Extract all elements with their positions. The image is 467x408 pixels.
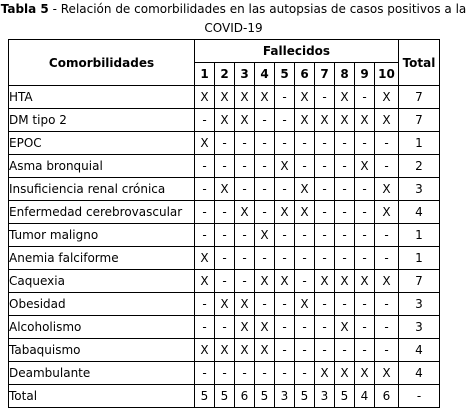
- header-number: 2: [215, 63, 235, 86]
- row-label: EPOC: [9, 132, 195, 155]
- table-cell: 5: [295, 385, 315, 408]
- comorbidities-table: [8, 39, 440, 408]
- table-cell: X: [255, 339, 275, 362]
- table-row: [9, 224, 440, 247]
- table-cell: -: [375, 155, 399, 178]
- table-cell: X: [215, 86, 235, 109]
- table-cell: -: [335, 293, 355, 316]
- table-cell: -: [195, 316, 215, 339]
- table-cell: -: [315, 247, 335, 270]
- table-cell: 3: [315, 385, 335, 408]
- table-cell: -: [215, 132, 235, 155]
- row-total: 4: [399, 362, 440, 385]
- table-cell: 5: [215, 385, 235, 408]
- table-cell: X: [195, 339, 215, 362]
- header-deceased: Fallecidos: [195, 40, 399, 63]
- table-cell: -: [355, 178, 375, 201]
- table-cell: -: [295, 224, 315, 247]
- table-cell: -: [275, 362, 295, 385]
- table-cell: -: [315, 201, 335, 224]
- row-label: Obesidad: [9, 293, 195, 316]
- table-cell: X: [335, 316, 355, 339]
- row-label: Alcoholismo: [9, 316, 195, 339]
- table-cell: -: [295, 316, 315, 339]
- table-cell: -: [355, 316, 375, 339]
- table-cell: -: [355, 339, 375, 362]
- table-cell: X: [295, 109, 315, 132]
- table-cell: X: [195, 270, 215, 293]
- table-cell: X: [315, 109, 335, 132]
- table-cell: -: [275, 339, 295, 362]
- row-label: Enfermedad cerebrovascular: [9, 201, 195, 224]
- row-total: -: [399, 385, 440, 408]
- caption-line-1: [0, 0, 467, 19]
- header-number: 4: [255, 63, 275, 86]
- table-cell: 6: [235, 385, 255, 408]
- table-body: [9, 86, 440, 408]
- table-cell: -: [275, 316, 295, 339]
- table-cell: -: [295, 247, 315, 270]
- table-cell: X: [215, 178, 235, 201]
- table-cell: -: [335, 178, 355, 201]
- table-row: [9, 201, 440, 224]
- table-cell: 5: [195, 385, 215, 408]
- table-cell: -: [215, 362, 235, 385]
- table-cell: X: [375, 270, 399, 293]
- row-total: 7: [399, 270, 440, 293]
- table-cell: -: [255, 293, 275, 316]
- table-cell: -: [275, 132, 295, 155]
- header-row-1: [9, 40, 440, 63]
- table-cell: -: [255, 178, 275, 201]
- row-label: Anemia falciforme: [9, 247, 195, 270]
- table-cell: X: [235, 316, 255, 339]
- table-row: [9, 293, 440, 316]
- table-cell: X: [315, 270, 335, 293]
- table-cell: -: [315, 155, 335, 178]
- row-label: Caquexia: [9, 270, 195, 293]
- table-cell: -: [295, 362, 315, 385]
- table-cell: -: [375, 293, 399, 316]
- table-cell: -: [355, 132, 375, 155]
- table-cell: -: [255, 109, 275, 132]
- total-row: [9, 385, 440, 408]
- table-cell: X: [355, 270, 375, 293]
- table-cell: -: [335, 339, 355, 362]
- table-cell: -: [235, 362, 255, 385]
- table-cell: -: [315, 293, 335, 316]
- table-cell: X: [235, 86, 255, 109]
- table-cell: 6: [375, 385, 399, 408]
- row-total: 7: [399, 109, 440, 132]
- table-row: [9, 316, 440, 339]
- header-number: 10: [375, 63, 399, 86]
- row-total: 3: [399, 293, 440, 316]
- table-cell: -: [315, 132, 335, 155]
- table-cell: -: [335, 132, 355, 155]
- table-cell: X: [355, 155, 375, 178]
- table-cell: -: [315, 178, 335, 201]
- caption-label: Tabla 5: [0, 2, 49, 16]
- table-cell: -: [195, 178, 215, 201]
- table-cell: -: [215, 201, 235, 224]
- table-cell: X: [335, 109, 355, 132]
- table-cell: X: [355, 109, 375, 132]
- table-cell: -: [235, 247, 255, 270]
- table-row: [9, 247, 440, 270]
- table-cell: -: [335, 201, 355, 224]
- header-number: 6: [295, 63, 315, 86]
- table-cell: X: [275, 155, 295, 178]
- row-total: 1: [399, 224, 440, 247]
- row-total: 7: [399, 86, 440, 109]
- table-cell: -: [375, 224, 399, 247]
- table-cell: -: [375, 247, 399, 270]
- table-cell: 3: [275, 385, 295, 408]
- table-cell: -: [215, 316, 235, 339]
- table-cell: X: [375, 201, 399, 224]
- row-total: 3: [399, 178, 440, 201]
- table-cell: X: [195, 247, 215, 270]
- table-row: [9, 132, 440, 155]
- table-caption: [0, 0, 467, 38]
- table-cell: X: [275, 270, 295, 293]
- table-cell: -: [315, 86, 335, 109]
- table-cell: -: [235, 178, 255, 201]
- table-cell: -: [375, 339, 399, 362]
- table-row: [9, 86, 440, 109]
- header-number: 8: [335, 63, 355, 86]
- header-number: 5: [275, 63, 295, 86]
- table-cell: -: [195, 362, 215, 385]
- table-cell: -: [235, 155, 255, 178]
- table-cell: -: [295, 132, 315, 155]
- table-cell: -: [195, 155, 215, 178]
- table-cell: X: [295, 293, 315, 316]
- table-row: [9, 362, 440, 385]
- table-cell: -: [375, 132, 399, 155]
- table-cell: -: [255, 201, 275, 224]
- table-row: [9, 109, 440, 132]
- table-cell: X: [295, 201, 315, 224]
- table-cell: -: [195, 293, 215, 316]
- table-cell: X: [315, 362, 335, 385]
- table-cell: X: [235, 339, 255, 362]
- table-cell: X: [255, 86, 275, 109]
- row-total: 1: [399, 247, 440, 270]
- row-label: Insuficiencia renal crónica: [9, 178, 195, 201]
- table-cell: X: [235, 201, 255, 224]
- table-cell: X: [195, 86, 215, 109]
- table-cell: -: [255, 155, 275, 178]
- table-cell: -: [255, 247, 275, 270]
- row-total: 2: [399, 155, 440, 178]
- table-cell: -: [355, 247, 375, 270]
- table-cell: -: [315, 316, 335, 339]
- row-label: HTA: [9, 86, 195, 109]
- table-cell: X: [295, 86, 315, 109]
- table-cell: -: [295, 339, 315, 362]
- table-row: [9, 178, 440, 201]
- header-number: 1: [195, 63, 215, 86]
- table-cell: -: [255, 132, 275, 155]
- row-label: Total: [9, 385, 195, 408]
- table-cell: X: [375, 86, 399, 109]
- table-cell: X: [335, 362, 355, 385]
- row-label: Tabaquismo: [9, 339, 195, 362]
- table-cell: 5: [255, 385, 275, 408]
- table-cell: -: [235, 270, 255, 293]
- row-label: Asma bronquial: [9, 155, 195, 178]
- caption-text-1: - Relación de comorbilidades en las autopsias de casos positivos a la: [48, 2, 467, 16]
- table-cell: -: [235, 224, 255, 247]
- table-cell: -: [355, 224, 375, 247]
- table-cell: -: [295, 155, 315, 178]
- table-cell: -: [195, 201, 215, 224]
- table-cell: X: [275, 201, 295, 224]
- table-cell: X: [295, 178, 315, 201]
- table-cell: -: [235, 132, 255, 155]
- table-cell: -: [375, 316, 399, 339]
- row-label: DM tipo 2: [9, 109, 195, 132]
- table-row: [9, 155, 440, 178]
- table-row: [9, 339, 440, 362]
- table-cell: -: [335, 155, 355, 178]
- row-total: 4: [399, 201, 440, 224]
- row-total: 3: [399, 316, 440, 339]
- table-cell: -: [355, 201, 375, 224]
- table-cell: -: [335, 224, 355, 247]
- table-cell: -: [195, 224, 215, 247]
- table-cell: X: [235, 109, 255, 132]
- table-cell: X: [215, 339, 235, 362]
- table-cell: -: [335, 247, 355, 270]
- table-cell: -: [315, 339, 335, 362]
- table-cell: -: [275, 86, 295, 109]
- table-cell: -: [275, 247, 295, 270]
- table-cell: X: [355, 362, 375, 385]
- header-number: 3: [235, 63, 255, 86]
- header-number: 7: [315, 63, 335, 86]
- row-total: 4: [399, 339, 440, 362]
- header-total: Total: [399, 40, 440, 86]
- table-cell: X: [335, 86, 355, 109]
- table-cell: X: [195, 132, 215, 155]
- table-cell: -: [215, 224, 235, 247]
- table-cell: X: [335, 270, 355, 293]
- row-label: Tumor maligno: [9, 224, 195, 247]
- table-cell: -: [355, 86, 375, 109]
- table-cell: X: [375, 178, 399, 201]
- table-cell: -: [255, 362, 275, 385]
- table-cell: X: [235, 293, 255, 316]
- table-cell: X: [375, 362, 399, 385]
- table-cell: -: [315, 224, 335, 247]
- caption-line-2: COVID-19: [204, 21, 263, 35]
- table-cell: -: [275, 109, 295, 132]
- table-cell: -: [215, 270, 235, 293]
- table-cell: X: [255, 270, 275, 293]
- row-total: 1: [399, 132, 440, 155]
- table-cell: -: [275, 293, 295, 316]
- table-cell: -: [215, 247, 235, 270]
- table-cell: -: [355, 293, 375, 316]
- table-cell: 5: [335, 385, 355, 408]
- table-row: [9, 270, 440, 293]
- table-cell: -: [295, 270, 315, 293]
- table-cell: -: [195, 109, 215, 132]
- table-cell: 4: [355, 385, 375, 408]
- table-cell: -: [275, 178, 295, 201]
- table-cell: -: [275, 224, 295, 247]
- table-cell: -: [215, 155, 235, 178]
- table-cell: X: [215, 293, 235, 316]
- header-number: 9: [355, 63, 375, 86]
- table-cell: X: [255, 224, 275, 247]
- header-comorbidities: Comorbilidades: [9, 40, 195, 86]
- table-cell: X: [215, 109, 235, 132]
- table-cell: X: [375, 109, 399, 132]
- row-label: Deambulante: [9, 362, 195, 385]
- table-cell: X: [255, 316, 275, 339]
